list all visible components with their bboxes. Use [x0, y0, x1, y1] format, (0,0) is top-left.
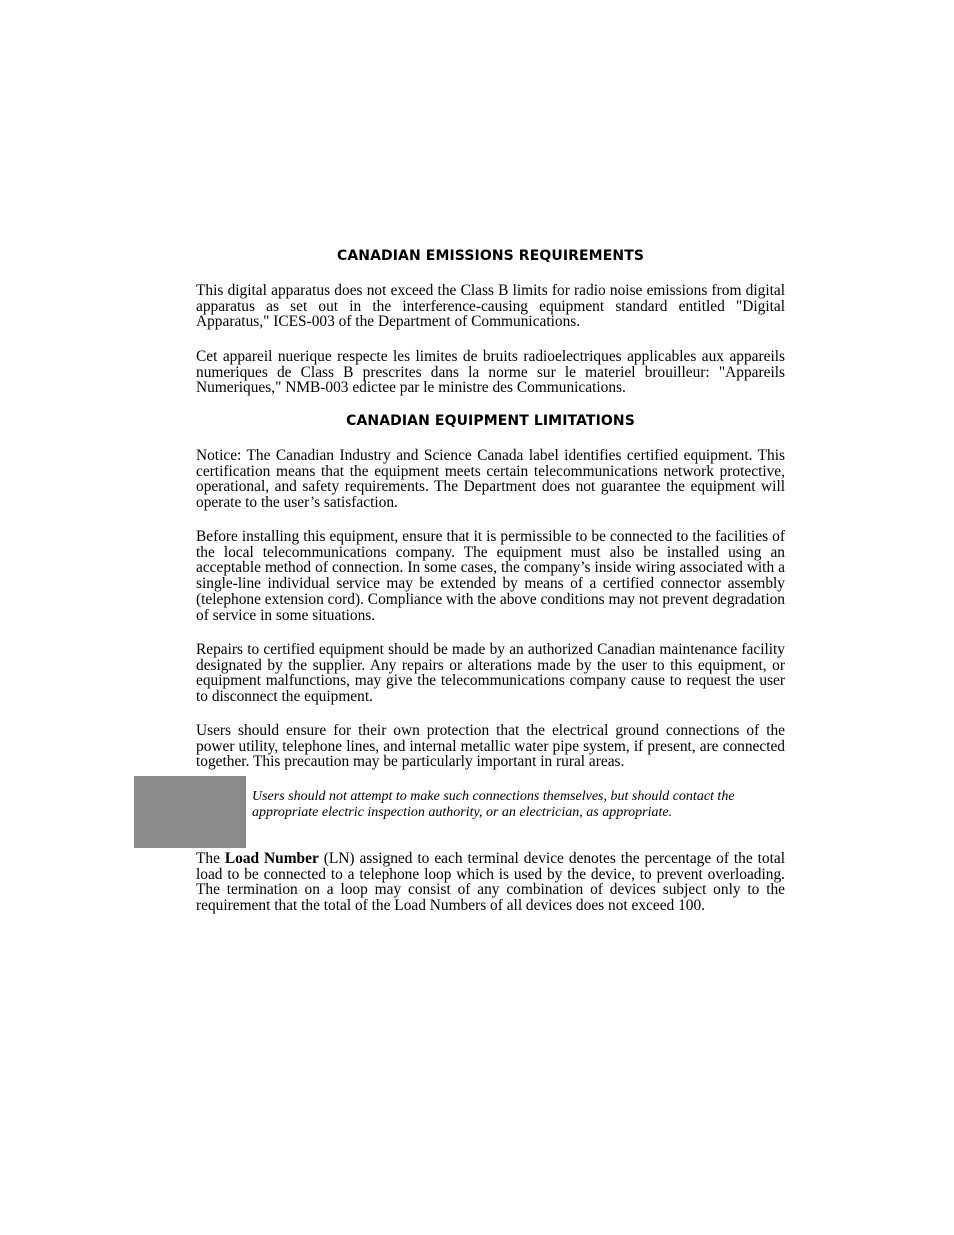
- load-number-term: Load Number: [224, 850, 319, 867]
- load-number-paragraph: [196, 851, 785, 914]
- emissions-paragraph-english: This digital apparatus does not exceed the Class B limits for radio noise emissions from digital apparatus as set out in the interference-causing equipment standard entitled "Digital Apparatus," ICES-003 of the Department of Communications.: [196, 282, 785, 331]
- installation-paragraph: Before installing this equipment, ensure that it is permissible to be connected to the facilities of the local telecommunications company. The equipment must also be installed using an acceptable method of connection. In some cases, the company’s inside wiring associated with a single-line individual service may be extended by means of a certified connector assembly (telephone extension cord). Compliance with the above conditions may not prevent degradation of service in some situations.: [196, 528, 785, 624]
- grounding-paragraph: Users should ensure for their own protection that the electrical ground connections of the power utility, telephone lines, and internal metallic water pipe system, if present, are connected together. This precaution may be particularly important in rural areas.: [196, 722, 785, 771]
- notice-paragraph: Notice: The Canadian Industry and Science Canada label identifies certified equipment. This certification means that the equipment meets certain telecommunications network protective, operational, and safety requirements. The Department does not guarantee the equipment will operate to the user’s satisfaction.: [196, 447, 785, 512]
- emissions-paragraph-french: Cet appareil nuerique respecte les limites de bruits radioelectriques applicables aux appareils numeriques de Class B prescrites dans la norme sur le materiel brouilleur: "Appareils Numeriques," NMB-003 edictee par le ministre des Communications.: [196, 348, 785, 397]
- note-marker-box: [134, 776, 246, 848]
- equipment-limitations-heading: CANADIAN EQUIPMENT LIMITATIONS: [346, 413, 635, 429]
- caution-note: Users should not attempt to make such connections themselves, but should contact the appropriate electric inspection authority, or an electrician, as appropriate.: [252, 789, 735, 820]
- load-number-text: (LN) assigned to each terminal device denotes the percentage of the total load to be connected to a telephone loop which is used by the device, to prevent overloading. The termination on a loop may consist of any combination of devices subject only to the requirement that the total of the Load Numbers of all devices does not exceed 100.: [196, 850, 786, 915]
- load-number-prefix: The: [196, 850, 225, 867]
- emissions-heading: CANADIAN EMISSIONS REQUIREMENTS: [336, 248, 645, 264]
- repairs-paragraph: Repairs to certified equipment should be made by an authorized Canadian maintenance facility designated by the supplier. Any repairs or alterations made by the user to this equipment, or equipment malfunctions, may give the telecommunications company cause to request the user to disconnect the equipment.: [196, 641, 785, 706]
